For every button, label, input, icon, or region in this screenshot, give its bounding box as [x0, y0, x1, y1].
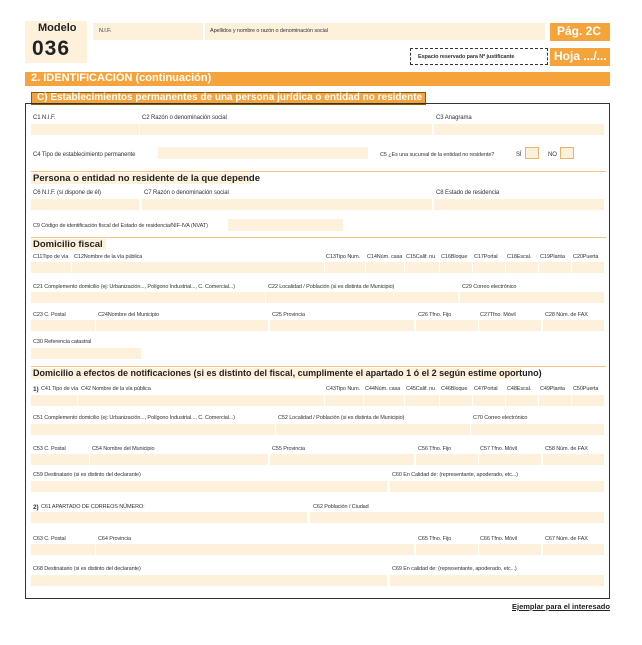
c45-label: C45Calif. nu [406, 386, 436, 392]
c18-field[interactable] [506, 262, 538, 273]
c43-label: C43Tipo Num. [326, 386, 361, 392]
c67-label: C67 Núm. de FAX [545, 536, 588, 542]
c19-field[interactable] [539, 262, 571, 273]
c17-field[interactable] [473, 262, 505, 273]
c43-field[interactable] [325, 395, 363, 406]
c5-no-checkbox[interactable] [560, 147, 574, 159]
c59-label: C59 Destinatario (si es distinto del declarante) [33, 472, 141, 478]
c54-field[interactable] [90, 454, 268, 465]
c51-label: C51 Complemento domicilio (ej: Urbanización..., Polígono Industrial..., C. Comercial...) [33, 415, 235, 421]
c5-si-checkbox[interactable] [525, 147, 539, 159]
domicilio-fiscal-divider [31, 237, 606, 238]
c14-field[interactable] [366, 262, 404, 273]
nif-header-label: N.I.F. [99, 28, 112, 34]
c56-label: C56 Tfno. Fijo [418, 446, 452, 452]
c68-label: C68 Destinatario (si es distinto del declarante) [33, 566, 141, 572]
c5-label: C5 ¿Es una sucursal de la entidad no residente? [380, 152, 495, 158]
c12-label: C12Nombre de la vía pública [74, 254, 143, 260]
c50-label: C50Puerta [573, 386, 599, 392]
c1-field[interactable] [31, 124, 139, 135]
c11-field[interactable] [31, 262, 71, 273]
c69-field[interactable] [390, 575, 604, 586]
c30-field[interactable] [31, 348, 141, 359]
c42-field[interactable] [78, 395, 324, 406]
c9-label: C9 Código de identificación fiscal del Estado de residencia/NIF-IVA (NVAT) [33, 223, 208, 229]
section-title: 2. IDENTIFICACIÓN (continuación) [31, 72, 212, 84]
c5-si-label: SÍ [516, 152, 522, 158]
c49-label: C49Planta [540, 386, 565, 392]
c60-label: C60 En Calidad de: (representante, apoderado, etc...) [392, 472, 518, 478]
c59-field[interactable] [31, 481, 387, 492]
notif-divider [31, 366, 606, 367]
c55-label: C55 Provincia [272, 446, 305, 452]
c28-field[interactable] [543, 320, 604, 331]
c62-label: C62 Población / Ciudad [313, 504, 369, 510]
c58-label: C58 Núm. de FAX [545, 446, 588, 452]
c57-label: C57 Tfno. Móvil [480, 446, 517, 452]
c3-field[interactable] [434, 124, 604, 135]
c19-label: C19Planta [540, 254, 565, 260]
c3-label: C3 Anagrama [436, 115, 472, 121]
c15-field[interactable] [405, 262, 439, 273]
c54-label: C54 Nombre del Municipio [92, 446, 155, 452]
c20-field[interactable] [572, 262, 604, 273]
c18-label: C18Escal. [507, 254, 532, 260]
c41-label: C41 Tipo de vía [41, 386, 79, 392]
modelo-label: Modelo [38, 22, 77, 34]
c25-label: C25 Provincia [272, 312, 305, 318]
c23-label: C23 C. Postal [33, 312, 66, 318]
c17-label: C17Portal [474, 254, 498, 260]
c11-label: C11Tipo de vía [33, 254, 69, 260]
c64-label: C64 Provincia [98, 536, 131, 542]
c68-field[interactable] [31, 575, 387, 586]
c47-label: C47Portal [474, 386, 498, 392]
c7-label: C7 Razón o denominación social [144, 190, 229, 196]
c44-field[interactable] [364, 395, 404, 406]
c48-label: C48Escal. [507, 386, 532, 392]
c48-field[interactable] [506, 395, 538, 406]
c66-label: C66 Tfno. Móvil [480, 536, 517, 542]
c28-label: C28 Núm. de FAX [545, 312, 588, 318]
c26-field[interactable] [416, 320, 478, 331]
c70-label: C70 Correo electrónico [473, 415, 528, 421]
c46-label: C46Bloque [441, 386, 468, 392]
c56-field[interactable] [416, 454, 478, 465]
c51-field[interactable] [31, 424, 275, 435]
c26-label: C26 Tfno. Fijo [418, 312, 452, 318]
c1-label: C1 N.I.F. [33, 115, 56, 121]
apellidos-header-label: Apellidos y nombre o razón o denominación social [210, 28, 328, 34]
c16-field[interactable] [440, 262, 472, 273]
c25-field[interactable] [270, 320, 414, 331]
persona-divider [31, 171, 606, 172]
c27-field[interactable] [479, 320, 541, 331]
page-label: Pág. 2C [557, 24, 602, 38]
subsection-title: C) Establecimientos permanentes de una persona jurídica o entidad no residente [37, 92, 423, 103]
c6-field[interactable] [31, 199, 139, 210]
c65-label: C65 Tfno. Fijo [418, 536, 452, 542]
c4-label: C4 Tipo de establecimiento permanente [33, 152, 136, 158]
c52-label: C52 Localidad / Población (si es distinta de Municipio) [278, 415, 405, 421]
c70-field[interactable] [471, 424, 604, 435]
opt2-marker: 2) [33, 504, 39, 511]
c45-field[interactable] [405, 395, 439, 406]
c58-field[interactable] [543, 454, 604, 465]
hoja-label: Hoja .../... [554, 49, 607, 63]
c22-field[interactable] [266, 292, 458, 303]
c63-field[interactable] [31, 544, 95, 555]
c22-label: C22 Localidad / Población (si es distinta de Municipio) [268, 284, 395, 290]
c2-field[interactable] [140, 124, 432, 135]
c50-field[interactable] [572, 395, 604, 406]
c64-field[interactable] [96, 544, 414, 555]
c16-label: C16Bloque [441, 254, 468, 260]
c65-field[interactable] [416, 544, 478, 555]
c46-field[interactable] [440, 395, 472, 406]
c63-label: C63 C. Postal [33, 536, 66, 542]
c62-field[interactable] [310, 512, 604, 523]
c61-field[interactable] [31, 512, 307, 523]
c42-label: C42 Nombre de la vía pública [81, 386, 151, 392]
c61-label: C61 APARTADO DE CORREOS NÚMERO: [41, 504, 145, 510]
c29-label: C29 Correo electrónico [462, 284, 517, 290]
c6-label: C6 N.I.F. (si dispone de él) [33, 190, 101, 196]
c24-label: C24Nombre del Municipio [98, 312, 159, 318]
notif-heading: Domicilio a efectos de notificaciones (si es distinto del fiscal, cumplimente el apartado 1 ó el 2 según estime oportuno) [33, 368, 542, 378]
c30-label: C30 Referencia catastral [33, 339, 92, 345]
c24-field[interactable] [96, 320, 268, 331]
c15-label: C15Calif. nu [406, 254, 436, 260]
c4-field[interactable] [158, 147, 368, 159]
c52-field[interactable] [276, 424, 470, 435]
c13-field[interactable] [325, 262, 365, 273]
c41-field[interactable] [31, 395, 77, 406]
c20-label: C20Puerta [573, 254, 599, 260]
c9-field[interactable] [228, 219, 343, 231]
c8-field[interactable] [434, 199, 604, 210]
c55-field[interactable] [270, 454, 414, 465]
c49-field[interactable] [539, 395, 571, 406]
c29-field[interactable] [460, 292, 604, 303]
c2-label: C2 Razón o denominación social [142, 115, 227, 121]
opt1-marker: 1) [33, 386, 39, 393]
reserved-label: Espacio reservado para Nº justificante [418, 54, 515, 60]
modelo-number: 036 [32, 37, 71, 60]
c5-no-label: NO [548, 152, 557, 158]
c69-label: C69 En calidad de: (representante, apoderado, etc...) [392, 566, 517, 572]
c44-label: C44Núm. casa [365, 386, 401, 392]
c14-label: C14Núm. casa [367, 254, 403, 260]
c67-field[interactable] [543, 544, 604, 555]
c7-field[interactable] [142, 199, 432, 210]
c57-field[interactable] [479, 454, 541, 465]
c21-field[interactable] [31, 292, 265, 303]
c60-field[interactable] [390, 481, 604, 492]
c21-label: C21 Complemento domicilio (ej: Urbanización..., Polígono Industrial..., C. Comercial...) [33, 284, 235, 290]
c23-field[interactable] [31, 320, 95, 331]
domicilio-fiscal-heading: Domicilio fiscal [33, 239, 103, 250]
c27-label: C27Tfno. Móvil [480, 312, 516, 318]
c12-field[interactable] [72, 262, 324, 273]
c13-label: C13Tipo Num. [326, 254, 361, 260]
footer-copy-label: Ejemplar para el interesado [512, 602, 610, 611]
c66-field[interactable] [479, 544, 541, 555]
c53-field[interactable] [31, 454, 89, 465]
c47-field[interactable] [473, 395, 505, 406]
c53-label: C53 C. Postal [33, 446, 66, 452]
persona-heading: Persona o entidad no residente de la que depende [33, 173, 260, 184]
c8-label: C8 Estado de residencia [436, 190, 500, 196]
